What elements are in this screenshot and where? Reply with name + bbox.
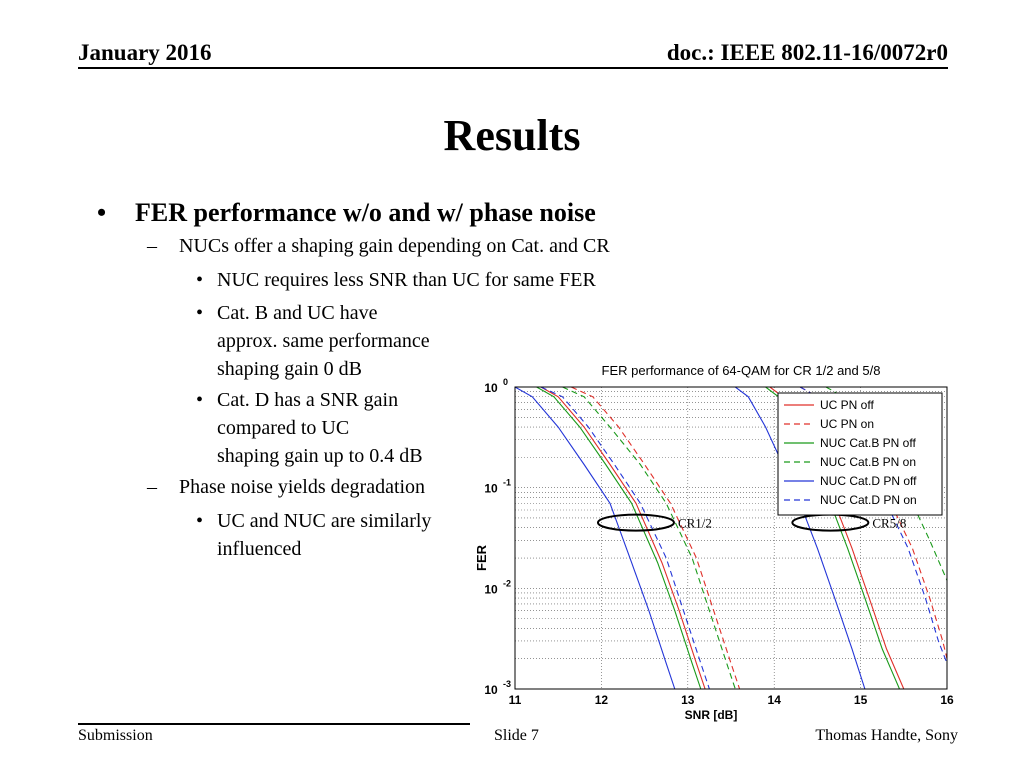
- bullet-marker-b2: –: [147, 476, 157, 498]
- bullet-b2-1: [217, 507, 431, 563]
- bullet-b1-3-line: Cat. D has a SNR gain: [217, 389, 399, 411]
- x-axis-label: SNR [dB]: [684, 708, 738, 722]
- bullet-b2: Phase noise yields degradation: [179, 476, 426, 498]
- bullet-b2-1-line: UC and NUC are similarly: [217, 510, 432, 532]
- x-tick-label: 11: [508, 693, 522, 707]
- chart-title: FER performance of 64-QAM for CR 1/2 and 5/8: [601, 363, 881, 378]
- legend-label: NUC Cat.D PN off: [820, 474, 917, 488]
- fer-chart: [460, 355, 960, 727]
- bullet-marker-b1-1: •: [196, 269, 204, 291]
- footer-divider: [78, 723, 470, 725]
- header-divider: [78, 67, 948, 69]
- header-doc-id: doc.: IEEE 802.11-16/0072r0: [666, 40, 948, 65]
- y-tick-label: 10: [484, 582, 498, 597]
- bullet-b1-1: NUC requires less SNR than UC for same FER: [217, 269, 596, 291]
- footer-submission: Submission: [78, 727, 153, 744]
- annotation-label: CR5/8: [872, 515, 907, 531]
- bullet-marker-b2-1: •: [196, 510, 204, 532]
- x-tick-label: 13: [681, 693, 695, 707]
- y-tick-exponent: -1: [503, 477, 512, 488]
- bullet-b1-2-line: Cat. B and UC have: [217, 302, 378, 324]
- bullet-b1-2: [217, 299, 430, 383]
- y-tick-label: 10: [484, 381, 498, 395]
- y-axis-label: FER: [474, 545, 489, 571]
- legend-label: UC PN on: [820, 417, 875, 431]
- bullet-b2-1-line: influenced: [217, 538, 302, 560]
- bullet-main: FER performance w/o and w/ phase noise: [135, 198, 596, 227]
- bullet-marker-b1-2: •: [196, 302, 204, 324]
- legend-label: UC PN off: [820, 398, 874, 412]
- x-tick-label: 15: [853, 693, 868, 707]
- footer-author: Thomas Handte, Sony: [815, 727, 958, 744]
- x-tick-label: 12: [594, 693, 609, 707]
- legend-label: NUC Cat.B PN on: [820, 455, 917, 469]
- bullet-b1-2-line: approx. same performance: [217, 330, 430, 352]
- legend-label: NUC Cat.B PN off: [820, 436, 916, 450]
- y-tick-exponent: 0: [503, 377, 509, 387]
- footer-slide-number: Slide 7: [494, 727, 539, 744]
- slide-title: Results: [443, 111, 581, 160]
- bullet-b1-3-line: shaping gain up to 0.4 dB: [217, 445, 423, 467]
- y-tick-exponent: -2: [503, 578, 512, 589]
- bullet-b1-2-line: shaping gain 0 dB: [217, 358, 362, 380]
- annotation-label: CR1/2: [677, 515, 712, 531]
- x-tick-label: 16: [940, 693, 954, 707]
- x-tick-label: 14: [767, 693, 781, 707]
- header-date: January 2016: [78, 40, 212, 65]
- y-tick-label: 10: [484, 683, 498, 697]
- y-tick-exponent: -3: [503, 679, 512, 689]
- y-tick-label: 10: [484, 481, 498, 496]
- legend-label: NUC Cat.D PN on: [820, 493, 917, 507]
- bullet-b1: NUCs offer a shaping gain depending on Cat. and CR: [179, 235, 610, 257]
- bullet-marker-main: •: [97, 198, 107, 227]
- bullet-marker-b1: –: [147, 235, 157, 257]
- bullet-b1-3: [217, 386, 423, 470]
- bullet-b1-3-line: compared to UC: [217, 417, 350, 439]
- bullet-marker-b1-3: •: [196, 389, 204, 411]
